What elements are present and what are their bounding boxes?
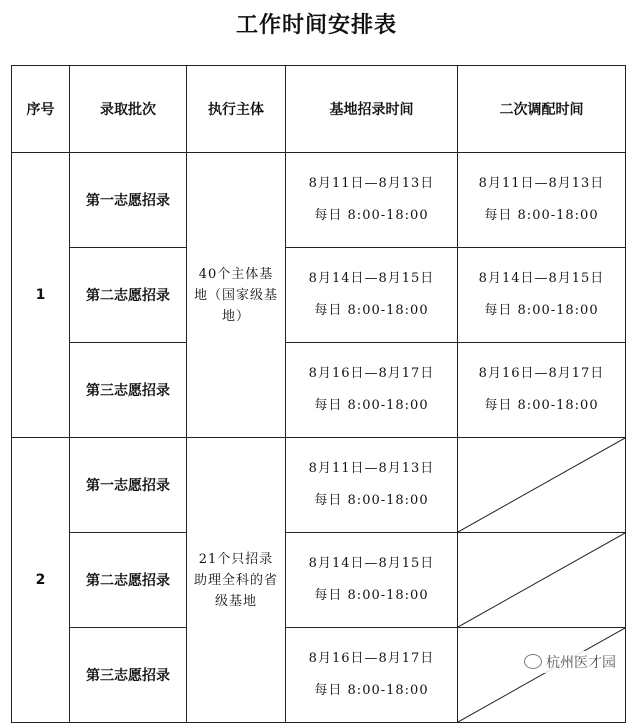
date-range: 8月11日—8月13日: [308, 461, 435, 476]
watermark-text: 杭州医才园: [546, 655, 616, 671]
batch-cell: 第三志愿招录: [70, 628, 187, 723]
seq-cell: 1: [12, 153, 70, 438]
header-entity: 执行主体: [187, 66, 286, 153]
daily-hours: 每日 8:00-18:00: [314, 303, 429, 318]
page-title: 工作时间安排表: [235, 12, 397, 38]
base-time-cell: [286, 628, 458, 723]
entity-cell: 40个主体基地（国家级基地）: [187, 153, 286, 438]
header-base-time: 基地招录时间: [286, 66, 458, 153]
header-batch: 录取批次: [70, 66, 187, 153]
base-time-cell: [286, 438, 458, 533]
base-time-cell: [286, 343, 458, 438]
daily-hours: 每日 8:00-18:00: [314, 493, 429, 508]
wechat-icon: [524, 654, 542, 669]
seq-cell: 2: [12, 438, 70, 723]
table-row: [12, 248, 626, 343]
second-time-cell: [458, 153, 626, 248]
batch-cell: 第二志愿招录: [70, 248, 187, 343]
header-second-time: 二次调配时间: [458, 66, 626, 153]
date-range: 8月11日—8月13日: [478, 176, 605, 191]
entity-cell: 21个只招录助理全科的省级基地: [187, 438, 286, 723]
date-range: 8月14日—8月15日: [478, 271, 605, 286]
daily-hours: 每日 8:00-18:00: [314, 208, 429, 223]
date-range: 8月16日—8月17日: [308, 366, 435, 381]
second-time-cell: [458, 343, 626, 438]
empty-diagonal-cell: [458, 438, 626, 533]
daily-hours: 每日 8:00-18:00: [484, 303, 599, 318]
batch-cell: 第三志愿招录: [70, 343, 187, 438]
base-time-cell: [286, 153, 458, 248]
date-range: 8月16日—8月17日: [478, 366, 605, 381]
table-row: [12, 153, 626, 248]
date-range: 8月14日—8月15日: [308, 556, 435, 571]
second-time-cell: [458, 248, 626, 343]
diagonal-line: [458, 533, 625, 627]
batch-cell: 第一志愿招录: [70, 153, 187, 248]
table-row: [12, 628, 626, 723]
base-time-cell: [286, 248, 458, 343]
daily-hours: 每日 8:00-18:00: [314, 398, 429, 413]
daily-hours: 每日 8:00-18:00: [484, 208, 599, 223]
table-row: [12, 533, 626, 628]
batch-cell: 第二志愿招录: [70, 533, 187, 628]
daily-hours: 每日 8:00-18:00: [314, 588, 429, 603]
diagonal-line: [458, 438, 625, 532]
diagonal-line: [458, 628, 625, 722]
header-seq: 序号: [12, 66, 70, 153]
daily-hours: 每日 8:00-18:00: [484, 398, 599, 413]
empty-diagonal-cell: [458, 628, 626, 723]
date-range: 8月11日—8月13日: [308, 176, 435, 191]
table-row: [12, 343, 626, 438]
base-time-cell: [286, 533, 458, 628]
empty-diagonal-cell: [458, 533, 626, 628]
batch-cell: 第一志愿招录: [70, 438, 187, 533]
date-range: 8月14日—8月15日: [308, 271, 435, 286]
table-row: [12, 438, 626, 533]
watermark: [521, 651, 619, 673]
schedule-table: [11, 65, 626, 723]
date-range: 8月16日—8月17日: [308, 651, 435, 666]
header-row: [12, 66, 626, 153]
daily-hours: 每日 8:00-18:00: [314, 683, 429, 698]
